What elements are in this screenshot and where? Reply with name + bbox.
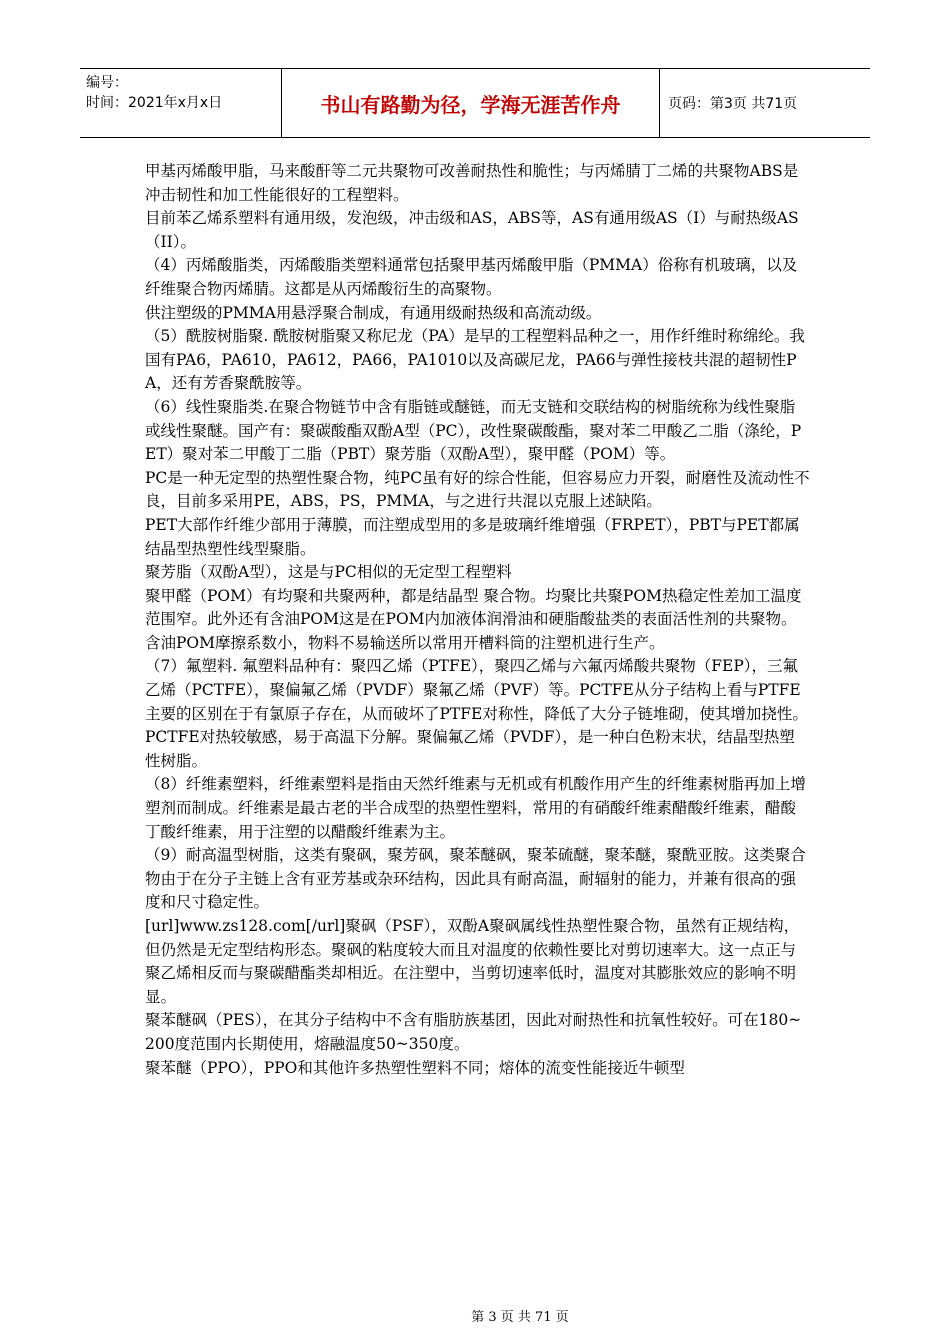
paragraph: （4）丙烯酸脂类，丙烯酸脂类塑料通常包括聚甲基丙烯酸甲脂（PMMA）俗称有机玻璃，以及纤维聚合物丙烯腈。这都是从丙烯酸衍生的高聚物。 — [145, 256, 798, 298]
header-motto: 书山有路勤为径，学海无涯苦作舟 — [282, 69, 660, 137]
header-date: 时间：2021年x月x日 — [86, 95, 223, 111]
document-body — [145, 160, 810, 1080]
header-meta — [80, 69, 282, 137]
header-page-number: 页码：第3页 共71页 — [668, 96, 798, 112]
paragraph: 供注塑级的PMMA用悬浮聚合制成，有通用级耐热级和高流动级。 — [145, 303, 602, 322]
paragraph: 聚芳脂（双酚A型），这是与PC相似的无定型工程塑料 — [145, 563, 512, 582]
paragraph: （9）耐高温型树脂，这类有聚砜，聚芳砜，聚苯醚砜，聚苯硫醚，聚苯醚，聚酰亚胺。这类聚合物由于在分子主链上含有亚芳基或杂环结构，因此具有耐高温，耐辐射的能力，并兼有很高的强度和尺寸稳定性。 — [145, 846, 806, 912]
paragraph: （5）酰胺树脂聚. 酰胺树脂聚又称尼龙（PA）是早的工程塑料品种之一，用作纤维时称绵纶。我国有PA6，PA610，PA612，PA66，PA1010以及高碳尼龙，PA66与弹性接枝共混的超韧性PA，还有芳香聚酰胺等。 — [145, 327, 805, 393]
paragraph: 目前苯乙烯系塑料有通用级，发泡级，冲击级和AS，ABS等，AS有通用级AS（I）与耐热级AS（II）。 — [145, 209, 799, 251]
paragraph: 聚甲醛（POM）有均聚和共聚两种，都是结晶型 聚合物。均聚比共聚POM热稳定性差加工温度范围窄。此外还有含油POM这是在POM内加液体润滑油和硬脂酸盐类的表面活性剂的共聚物。含油POM摩擦系数小，物料不易输送所以常用开槽料筒的注塑机进行生产。 — [145, 586, 802, 652]
paragraph: 聚苯醚（PPO），PPO和其他许多热塑性塑料不同；熔体的流变性能接近牛顿型 — [145, 1058, 685, 1077]
paragraph: PC是一种无定型的热塑性聚合物，纯PC虽有好的综合性能，但容易应力开裂，耐磨性及流动性不良，目前多采用PE，ABS，PS，PMMA，与之进行共混以克服上述缺陷。 — [145, 468, 810, 511]
header-number: 编号： — [86, 75, 128, 91]
paragraph: （8）纤维素塑料，纤维素塑料是指由天然纤维素与无机或有机酸作用产生的纤维素树脂再加上增塑剂而制成。纤维素是最古老的半合成型的热塑性塑料，常用的有硝酸纤维素醋酸纤维素，醋酸丁酸纤维素，用于注塑的以醋酸纤维素为主。 — [145, 775, 806, 841]
paragraph: 甲基丙烯酸甲脂，马来酸酐等二元共聚物可改善耐热性和脆性；与丙烯腈丁二烯的共聚物ABS是冲击韧性和加工性能很好的工程塑料。 — [145, 162, 799, 204]
page-footer: 第 3 页 共 71 页 — [471, 1310, 569, 1325]
document-header — [80, 68, 870, 138]
paragraph: （6）线性聚脂类.在聚合物链节中含有脂链或醚链，而无支链和交联结构的树脂统称为线性聚脂或线性聚醚。国产有：聚碳酸酯双酚A型（PC），改性聚碳酸酯，聚对苯二甲酸乙二脂（涤纶，PET）聚对苯二甲酸丁二脂（PBT）聚芳脂（双酚A型），聚甲醛（POM）等。 — [145, 397, 802, 464]
paragraph: [url]www.zs128.com[/url]聚砜（PSF），双酚A聚砜属线性热塑性聚合物，虽然有正规结构，但仍然是无定型结构形态。聚砜的粘度较大而且对温度的依赖性要比对剪切速率大。这一点正与聚乙烯相反而与聚碳醋酯类却相近。在注塑中，当剪切速率低时，温度对其膨胀效应的影响不明显。 — [145, 917, 800, 1006]
paragraph: PET大部作纤维少部用于薄膜，而注塑成型用的多是玻璃纤维增强（FRPET），PBT与PET都属结晶型热塑性线型聚脂。 — [145, 515, 800, 558]
paragraph: （7）氟塑料. 氟塑料品种有：聚四乙烯（PTFE），聚四乙烯与六氟丙烯酸共聚物（FEP），三氟乙烯（PCTFE），聚偏氟乙烯（PVDF）聚氟乙烯（PVF）等。PCTFE从分子结构上看与PTFE主要的区别在于有氯原子存在，从而破坏了PTFE对称性，降低了大分子链堆砌，使其增加挠性。PCTFE对热较敏感，易于高温下分解。聚偏氟乙烯（PVDF），是一种白色粉末状，结晶型热塑性树脂。 — [145, 657, 808, 770]
paragraph: 聚苯醚砜（PES），在其分子结构中不含有脂肪族基团，因此对耐热性和抗氧性较好。可在180~200度范围内长期使用，熔融温度50~350度。 — [145, 1011, 802, 1053]
